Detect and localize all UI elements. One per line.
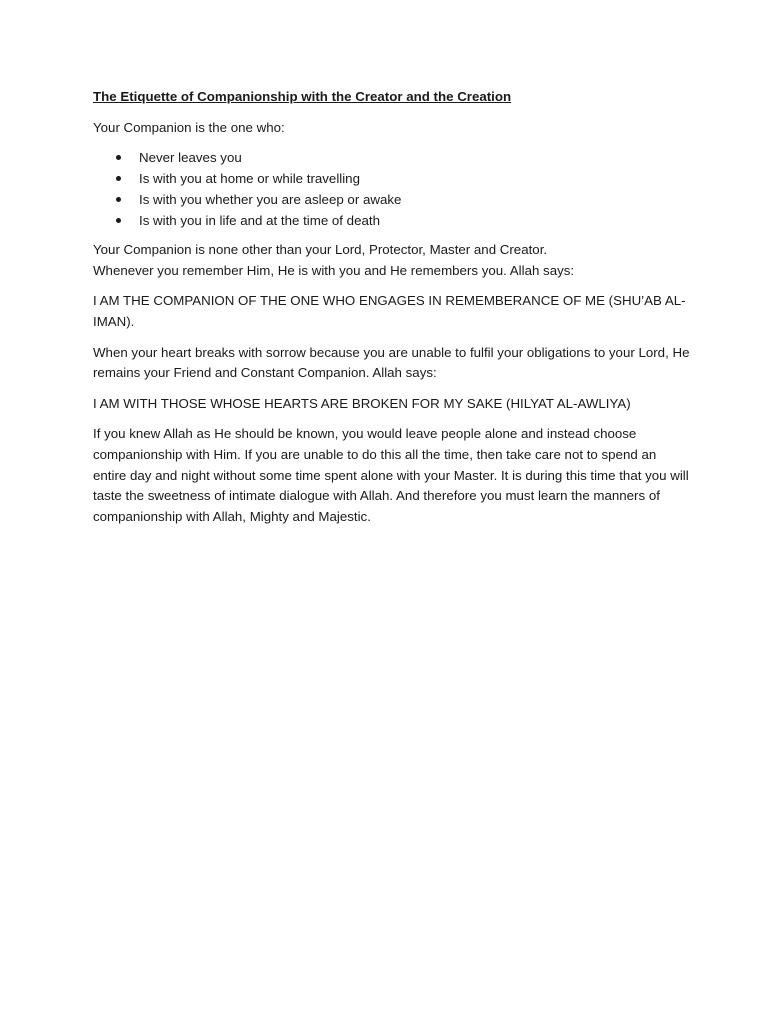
- bullet-icon: [116, 176, 121, 181]
- paragraph-1-line-2: Whenever you remember Him, He is with you and He remembers you. Allah says:: [93, 262, 575, 278]
- list-item-text: Never leaves you: [139, 150, 242, 166]
- paragraph-1: [93, 240, 693, 281]
- intro-text: Your Companion is the one who:: [93, 119, 285, 135]
- quote-2: I AM WITH THOSE WHOSE HEARTS ARE BROKEN FOR MY SAKE (HILYAT AL-AWLIYA): [93, 395, 631, 411]
- list-item-text: Is with you in life and at the time of death: [139, 213, 380, 229]
- quote-1: I AM THE COMPANION OF THE ONE WHO ENGAGES IN REMEMBERANCE OF ME (SHU’AB AL-IMAN).: [93, 293, 686, 329]
- list-item: [93, 189, 693, 210]
- document-page: [93, 87, 693, 537]
- paragraph-1-line-1: Your Companion is none other than your Lord, Protector, Master and Creator.: [93, 242, 548, 258]
- list-item-text: Is with you at home or while travelling: [139, 171, 360, 187]
- list-item: [93, 210, 693, 231]
- bullet-icon: [116, 218, 121, 223]
- paragraph-3: If you knew Allah as He should be known, you would leave people alone and instead choose companionship with Him. If you are unable to do this all the time, then take care not to spend an entire day and night without some time spent alone with your Master. It is during this time that you will taste the sweetness of intimate dialogue with Allah. And therefore you must learn the manners of companionship with Allah, Mighty and Majestic.: [93, 426, 689, 524]
- list-item: [93, 168, 693, 189]
- paragraph-2: When your heart breaks with sorrow because you are unable to fulfil your obligations to your Lord, He remains your Friend and Constant Companion. Allah says:: [93, 344, 690, 381]
- list-item-text: Is with you whether you are asleep or awake: [139, 192, 402, 208]
- bullet-icon: [116, 197, 121, 202]
- bullet-icon: [116, 155, 121, 160]
- document-title: The Etiquette of Companionship with the Creator and the Creation: [93, 89, 512, 104]
- bullet-list: [93, 147, 693, 231]
- list-item: [93, 147, 693, 168]
